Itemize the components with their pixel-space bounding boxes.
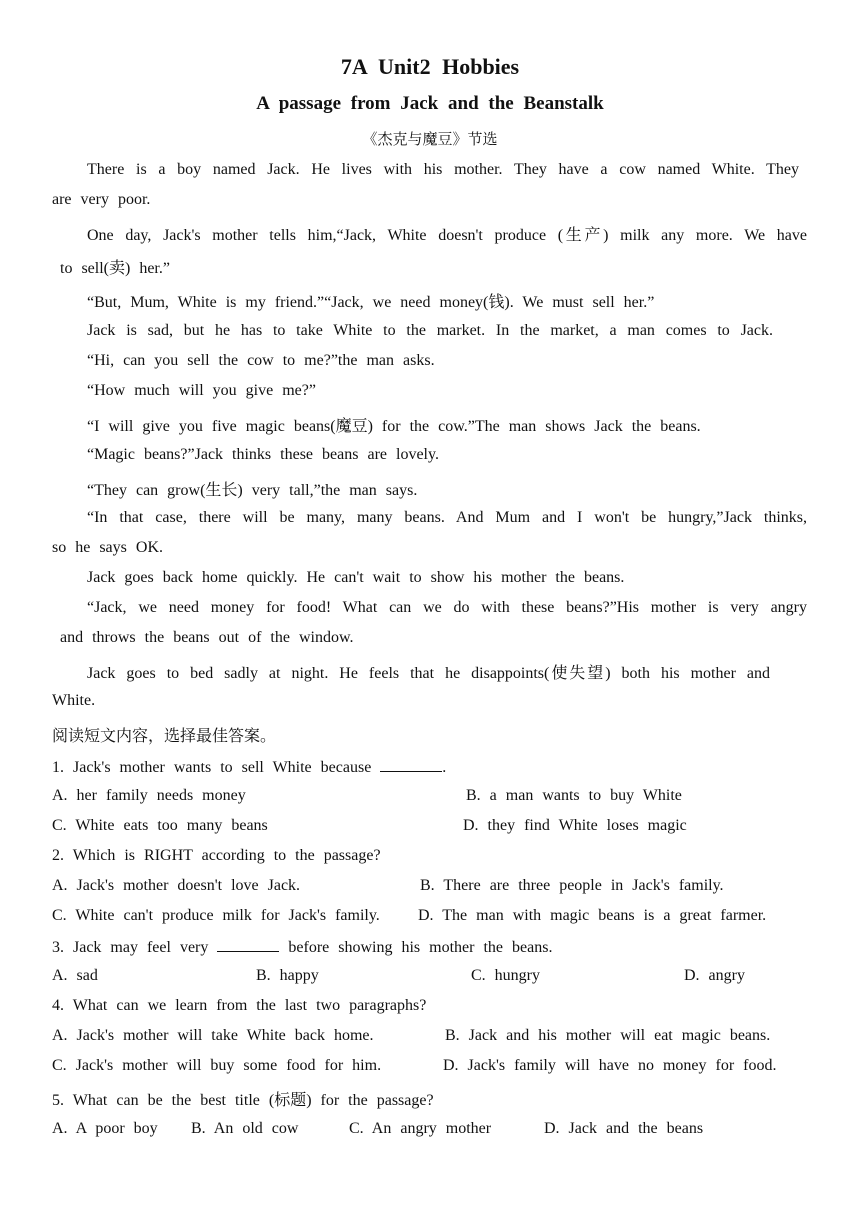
question-1-stem <box>52 757 446 777</box>
option-b[interactable]: B. An old cow <box>191 1120 299 1137</box>
answer-blank[interactable] <box>380 757 442 772</box>
option-d[interactable]: D. angry <box>684 967 745 984</box>
option-b[interactable]: B. a man wants to buy White <box>466 787 682 804</box>
passage-line: “Jack, we need money for food! What can we do with these beans?”His mother is very angry <box>87 599 807 616</box>
passage-line: “They can grow(生长) very tall,”the man says. <box>87 482 418 499</box>
passage-line: “In that case, there will be many, many beans. And Mum and I won't be hungry,”Jack thinks, <box>87 509 807 526</box>
passage-source: 《杰克与魔豆》节选 <box>362 132 498 148</box>
passage-line: and throws the beans out of the window. <box>60 629 354 646</box>
answer-blank[interactable] <box>217 937 279 952</box>
option-c[interactable]: C. hungry <box>471 967 540 984</box>
question-stem-text: 1. Jack's mother wants to sell White because <box>52 759 372 776</box>
option-c[interactable]: C. An angry mother <box>349 1120 492 1137</box>
passage-line: “Magic beans?”Jack thinks these beans are lovely. <box>87 446 439 463</box>
passage-line: Jack is sad, but he has to take White to the market. In the market, a man comes to Jack. <box>87 322 773 339</box>
passage-line: One day, Jack's mother tells him,“Jack, White doesn't produce (生产) milk any more. We have <box>87 227 807 244</box>
passage-line: Jack goes back home quickly. He can't wait to show his mother the beans. <box>87 569 625 586</box>
option-a[interactable]: A. her family needs money <box>52 787 246 804</box>
passage-line: “Hi, can you sell the cow to me?”the man asks. <box>87 352 435 369</box>
option-a[interactable]: A. sad <box>52 967 98 984</box>
option-b[interactable]: B. Jack and his mother will eat magic beans. <box>445 1027 771 1044</box>
option-d[interactable]: D. The man with magic beans is a great farmer. <box>418 907 767 924</box>
option-b[interactable]: B. There are three people in Jack's family. <box>420 877 724 894</box>
question-stem-text: before showing his mother the beans. <box>288 939 553 956</box>
option-c[interactable]: C. White eats too many beans <box>52 817 268 834</box>
passage-line: There is a boy named Jack. He lives with his mother. They have a cow named White. They <box>87 161 799 178</box>
question-5-stem: 5. What can be the best title (标题) for the passage? <box>52 1092 434 1109</box>
option-b[interactable]: B. happy <box>256 967 319 984</box>
passage-line: to sell(卖) her.” <box>60 260 170 277</box>
question-4-stem: 4. What can we learn from the last two paragraphs? <box>52 997 427 1014</box>
option-a[interactable]: A. Jack's mother will take White back home. <box>52 1027 374 1044</box>
option-c[interactable]: C. White can't produce milk for Jack's family. <box>52 907 380 924</box>
passage-line: so he says OK. <box>52 539 163 556</box>
passage-line: “But, Mum, White is my friend.”“Jack, we need money(钱). We must sell her.” <box>87 294 655 311</box>
option-a[interactable]: A. A poor boy <box>52 1120 158 1137</box>
option-c[interactable]: C. Jack's mother will buy some food for him. <box>52 1057 382 1074</box>
question-stem-text: 3. Jack may feel very <box>52 939 209 956</box>
option-d[interactable]: D. Jack's family will have no money for food. <box>443 1057 777 1074</box>
instructions: 阅读短文内容，选择最佳答案。 <box>52 728 277 745</box>
option-d[interactable]: D. they find White loses magic <box>463 817 687 834</box>
passage-line: Jack goes to bed sadly at night. He feels that he disappoints(使失望) both his mother and <box>87 665 770 682</box>
passage-line: White. <box>52 692 96 709</box>
passage-line: “How much will you give me?” <box>87 382 316 399</box>
passage-line: “I will give you five magic beans(魔豆) for the cow.”The man shows Jack the beans. <box>87 418 701 435</box>
page-title: 7A Unit2 Hobbies <box>340 54 520 79</box>
question-stem-text: . <box>442 759 447 776</box>
question-2-stem: 2. Which is RIGHT according to the passage? <box>52 847 381 864</box>
passage-line: are very poor. <box>52 191 151 208</box>
option-a[interactable]: A. Jack's mother doesn't love Jack. <box>52 877 301 894</box>
question-3-stem <box>52 937 552 957</box>
option-d[interactable]: D. Jack and the beans <box>544 1120 704 1137</box>
passage-subtitle: A passage from Jack and the Beanstalk <box>256 93 604 114</box>
